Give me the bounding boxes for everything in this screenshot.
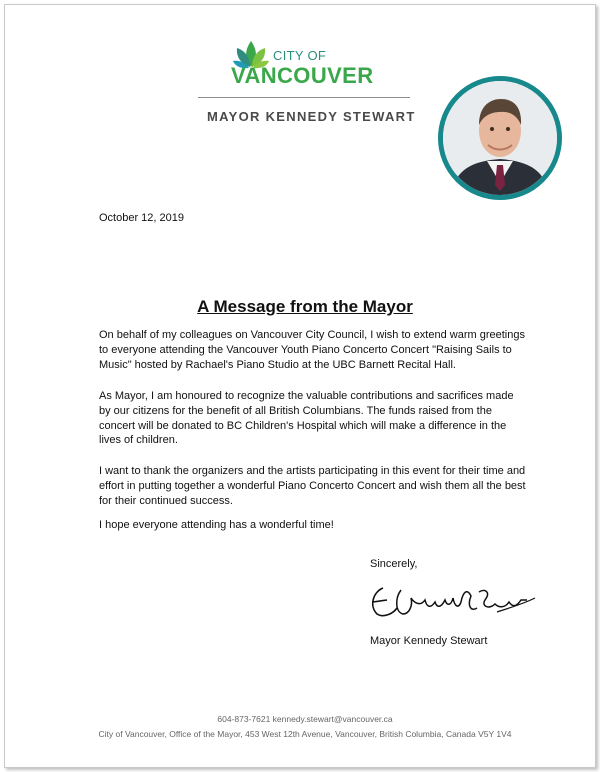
- letter-heading: A Message from the Mayor: [197, 297, 413, 316]
- portrait-image-icon: [443, 81, 557, 195]
- city-logo: [231, 37, 381, 93]
- footer-address: City of Vancouver, Office of the Mayor, 453 West 12th Avenue, Vancouver, British Columbia, Canada V5Y 1V4: [98, 729, 512, 739]
- letter-page: [4, 4, 596, 768]
- paragraph-3: I want to thank the organizers and the artists participating in this event for their time and effort in putting together a wonderful Piano Concerto Concert and wish them all the best for their continued success.: [99, 465, 526, 507]
- paragraph-2: As Mayor, I am honoured to recognize the valuable contributions and sacrifices made by our citizens for the benefit of all British Columbians. The funds raised from the concert will be donated to BC Children's Hospital which will make a difference in the lives of children.: [99, 390, 514, 447]
- mayor-portrait: [438, 76, 562, 200]
- signer-name: Mayor Kennedy Stewart: [370, 635, 488, 647]
- footer-contact: 604-873-7621 kennedy.stewart@vancouver.ca: [217, 714, 393, 724]
- letterhead-mayor-title: MAYOR KENNEDY STEWART: [207, 109, 416, 124]
- paragraph-1: On behalf of my colleagues on Vancouver City Council, I wish to extend warm greetings to everyone attending the Vancouver Youth Piano Concerto Concert "Raising Sails to Music" hosted by Rachael's Piano Studio at the UBC Barnett Recital Hall.: [99, 329, 525, 371]
- logo-vancouver-text: VANCOUVER: [231, 63, 374, 88]
- paragraph-4: I hope everyone attending has a wonderful time!: [99, 519, 334, 531]
- letter-closing: Sincerely,: [370, 558, 418, 570]
- letter-date: October 12, 2019: [99, 212, 185, 224]
- letterhead-divider: [198, 97, 410, 98]
- logo-city-of-text: CITY OF: [273, 48, 327, 63]
- signature-image: [367, 578, 537, 626]
